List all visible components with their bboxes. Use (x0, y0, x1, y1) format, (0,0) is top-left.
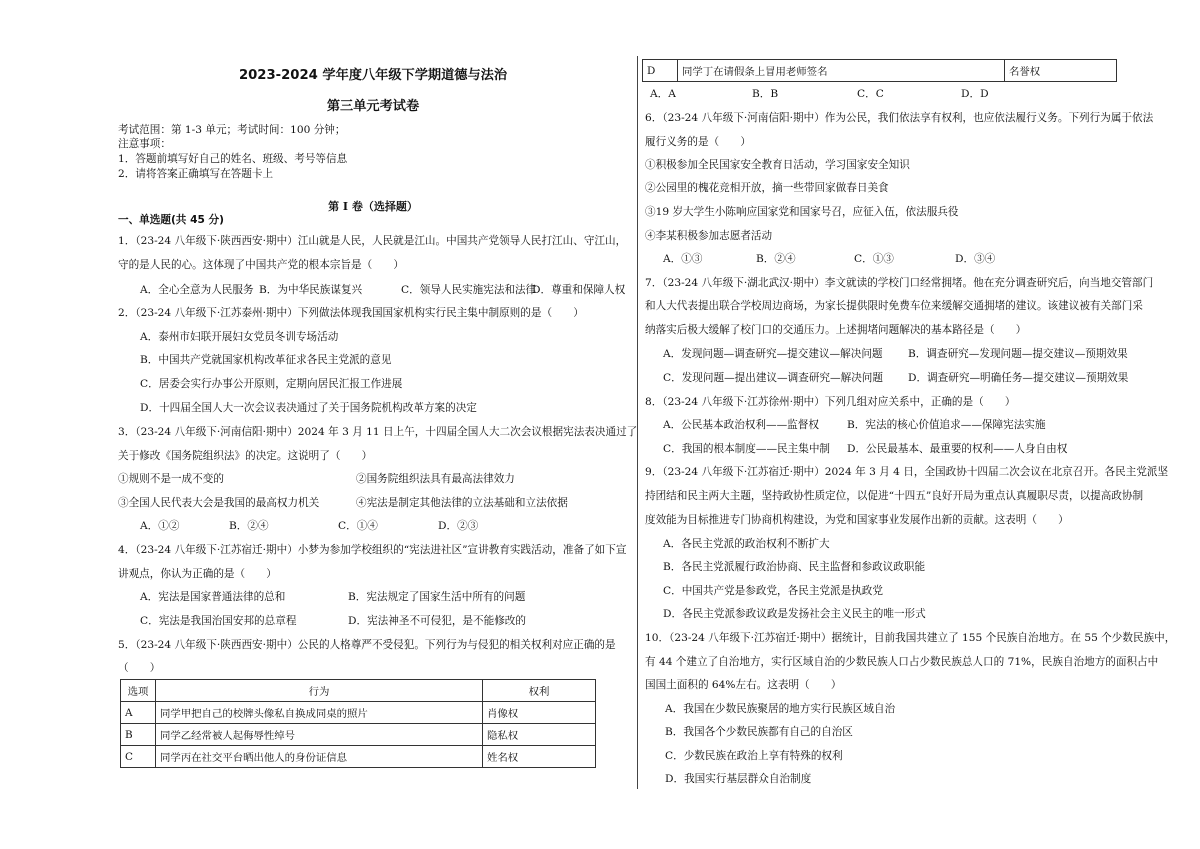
table-cell: 隐私权 (483, 724, 596, 746)
option-c[interactable]: C．领导人民实施宪法和法律 (401, 284, 537, 296)
option-a[interactable]: A．①② (140, 520, 180, 532)
question-stem: 和人大代表提出联合学校周边商场，为家长提供限时免费车位来缓解交通拥堵的建议。该建议被有关部门采 (645, 300, 1143, 312)
part-heading: 第 I 卷（选择题） (328, 200, 418, 213)
option-b[interactable]: B．②④ (756, 253, 796, 265)
option-b[interactable]: B．宪法规定了国家生活中所有的问题 (348, 591, 526, 603)
option-a[interactable]: A．泰州市妇联开展妇女党员冬训专场活动 (140, 331, 339, 343)
option-b[interactable]: B．为中华民族谋复兴 (259, 284, 363, 296)
question-stem: 9．（23-24 八年级下·江苏宿迁·期中）2024 年 3 月 4 日，全国政协十四届二次会议在北京召开。各民主党派坚 (645, 466, 1169, 478)
option-a[interactable]: A．公民基本政治权利——监督权 (663, 419, 819, 431)
option-c[interactable]: C．居委会实行办事公开原则，定期向居民汇报工作进展 (140, 378, 403, 390)
exam-subtitle: 第三单元考试卷 (326, 99, 420, 114)
option-c[interactable]: C．少数民族在政治上享有特殊的权利 (665, 750, 843, 762)
question-stem: 1．（23-24 八年级下·陕西西安·期中）江山就是人民，人民就是江山。中国共产党领导人民打江山、守江山， (118, 235, 627, 247)
option-b[interactable]: B．②④ (229, 520, 269, 532)
option-c[interactable]: C．C (857, 88, 884, 100)
option-d[interactable]: D．尊重和保障人权 (532, 284, 626, 296)
option-d[interactable]: D．我国实行基层群众自治制度 (665, 773, 812, 785)
option-d[interactable]: D．D (961, 88, 989, 100)
question-stem: 2．（23-24 八年级下·江苏泰州·期中）下列做法体现我国国家机构实行民主集中制原则的是（ ） (118, 307, 584, 319)
option-b[interactable]: B．我国各个少数民族都有自己的自治区 (665, 726, 853, 738)
table-cell: 肖像权 (483, 702, 596, 724)
statement-1: ①积极参加全民国家安全教育日活动，学习国家安全知识 (645, 159, 910, 171)
question-stem: 守的是人民的心。这体现了中国共产党的根本宗旨是（ ） (118, 259, 405, 271)
option-a[interactable]: A．我国在少数民族聚居的地方实行民族区域自治 (665, 703, 896, 715)
table-cell: 姓名权 (483, 746, 596, 768)
note-2: 2．请将答案正确填写在答题卡上 (118, 168, 274, 180)
question-stem: 10．（23-24 八年级下·江苏宿迁·期中）据统计，目前我国共建立了 155 个民族自治地方。在 55 个少数民族中， (645, 632, 1176, 644)
question-stem: 5．（23-24 八年级下·陕西西安·期中）公民的人格尊严不受侵犯。下列行为与侵犯的相关权利对应正确的是 (118, 639, 616, 651)
column-divider (637, 56, 638, 789)
option-c[interactable]: C．发现问题—提出建议—调查研究—解决问题 (663, 372, 883, 384)
note-1: 1．答题前填写好自己的姓名、班级、考号等信息 (118, 153, 348, 165)
option-d[interactable]: D．公民最基本、最重要的权利——人身自由权 (847, 443, 1068, 455)
table-header-row (121, 680, 596, 702)
option-c[interactable]: C．中国共产党是参政党，各民主党派是执政党 (663, 585, 883, 597)
notes-title: 注意事项： (118, 138, 171, 150)
question-stem: 8．（23-24 八年级下·江苏徐州·期中）下列几组对应关系中，正确的是（ ） (645, 396, 1016, 408)
option-c[interactable]: C．宪法是我国治国安邦的总章程 (140, 615, 297, 627)
exam-info: 考试范围：第 1-3 单元；考试时间：100 分钟； (118, 124, 346, 136)
question-stem: 度效能为目标推进专门协商机构建设，为党和国家事业发展作出新的贡献。这表明（ ） (645, 514, 1069, 526)
question-stem: 讲观点，你认为正确的是（ ） (118, 568, 277, 580)
option-c[interactable]: C．①③ (854, 253, 894, 265)
option-d[interactable]: D．②③ (438, 520, 479, 532)
option-c[interactable]: C．①④ (338, 520, 378, 532)
option-a[interactable]: A．发现问题—调查研究—提交建议—解决问题 (663, 348, 883, 360)
statement-1: ①规则不是一成不变的 (118, 473, 224, 485)
option-b[interactable]: B．各民主党派履行政治协商、民主监督和参政议政职能 (663, 561, 926, 573)
question-stem: 有 44 个建立了自治地方，实行区域自治的少数民族人口占少数民族总人口的 71%，民族自治地方的面积占中 (645, 656, 1159, 668)
table-cell: A (121, 702, 156, 724)
question-stem: （ ） (118, 662, 161, 674)
table-header-cell: 选项 (121, 680, 156, 702)
question-stem: 7．（23-24 八年级下·湖北武汉·期中）李文就读的学校门口经常拥堵。他在充分调查研究后，向当地交管部门 (645, 277, 1154, 289)
option-b[interactable]: B．中国共产党就国家机构改革征求各民主党派的意见 (140, 354, 392, 366)
question-stem: 履行义务的是（ ） (645, 136, 751, 148)
option-b[interactable]: B．宪法的核心价值追求——保障宪法实施 (847, 419, 1046, 431)
options-table (120, 679, 596, 768)
statement-2: ②公园里的槐花竞相开放，摘一些带回家做春日美食 (645, 182, 889, 194)
table-cell: 同学乙经常被人起侮辱性绰号 (156, 724, 483, 746)
option-a[interactable]: A．全心全意为人民服务 (140, 284, 254, 296)
option-b[interactable]: B．调查研究—发现问题—提交建议—预期效果 (908, 348, 1128, 360)
table-cell: 同学丁在请假条上冒用老师签名 (678, 60, 1005, 82)
option-d[interactable]: D．调查研究—明确任务—提交建议—预期效果 (908, 372, 1129, 384)
option-d[interactable]: D．宪法神圣不可侵犯，是不能修改的 (348, 615, 526, 627)
option-b[interactable]: B．B (752, 88, 779, 100)
section-heading: 一、单选题(共 45 分) (118, 214, 224, 226)
table-cell: 名誉权 (1005, 60, 1117, 82)
statement-2: ②国务院组织法具有最高法律效力 (356, 473, 515, 485)
table-row (121, 702, 596, 724)
question-stem: 国国土面积的 64%左右。这表明（ ） (645, 679, 842, 691)
statement-3: ③全国人民代表大会是我国的最高权力机关 (118, 497, 320, 509)
option-d[interactable]: D．各民主党派参政议政是发扬社会主义民主的唯一形式 (663, 608, 926, 620)
option-d[interactable]: D．③④ (955, 253, 996, 265)
statement-4: ④李某积极参加志愿者活动 (645, 230, 773, 242)
option-a[interactable]: A．A (650, 88, 676, 100)
table-cell: B (121, 724, 156, 746)
option-a[interactable]: A．宪法是国家普通法律的总和 (140, 591, 286, 603)
option-a[interactable]: A．①③ (663, 253, 703, 265)
question-stem: 4．（23-24 八年级下·江苏宿迁·期中）小梦为参加学校组织的“宪法进社区”宣讲教育实践活动，准备了如下宣 (118, 544, 627, 556)
option-a[interactable]: A．各民主党派的政治权利不断扩大 (663, 538, 830, 550)
option-d[interactable]: D．十四届全国人大一次会议表决通过了关于国务院机构改革方案的决定 (140, 402, 477, 414)
table-cell: C (121, 746, 156, 768)
table-header-cell: 行为 (156, 680, 483, 702)
table-cell: 同学丙在社交平台晒出他人的身份证信息 (156, 746, 483, 768)
exam-title: 2023-2024 学年度八年级下学期道德与法治 (238, 68, 508, 83)
question-stem: 纳落实后极大缓解了校门口的交通压力。上述拥堵问题解决的基本路径是（ ） (645, 324, 1027, 336)
table-row (121, 724, 596, 746)
question-stem: 关于修改《国务院组织法》的决定。这说明了（ ） (118, 450, 373, 462)
table-cell: D (643, 60, 678, 82)
question-stem: 3．（23-24 八年级下·河南信阳·期中）2024 年 3 月 11 日上午，十四届全国人大二次会议根据宪法表决通过了 (118, 426, 638, 438)
options-table-continued (642, 59, 1117, 82)
question-stem: 6．（23-24 八年级下·河南信阳·期中）作为公民，我们依法享有权利，也应依法履行义务。下列行为属于依法 (645, 112, 1154, 124)
table-header-cell: 权利 (483, 680, 596, 702)
statement-4: ④宪法是制定其他法律的立法基础和立法依据 (356, 497, 568, 509)
statement-3: ③19 岁大学生小陈响应国家党和国家号召，应征入伍，依法服兵役 (645, 206, 959, 218)
table-row (121, 746, 596, 768)
question-stem: 持团结和民主两大主题，坚持政协性质定位，以促进“十四五”良好开局为重点认真履职尽责，以提高政协制 (645, 490, 1144, 502)
table-row (643, 60, 1117, 82)
table-cell: 同学甲把自己的校牌头像私自换成同桌的照片 (156, 702, 483, 724)
option-c[interactable]: C．我国的根本制度——民主集中制 (663, 443, 831, 455)
